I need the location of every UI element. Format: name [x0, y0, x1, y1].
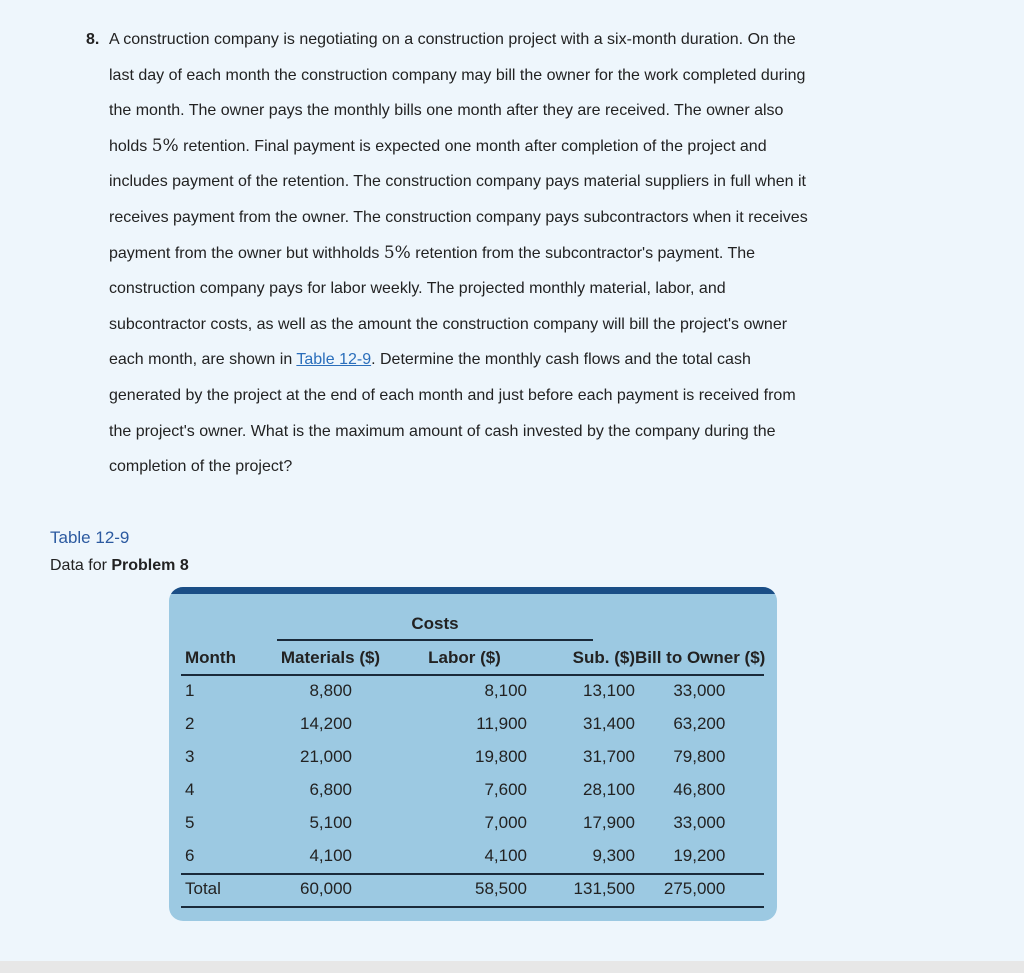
cell-labor: 7,000 — [484, 812, 527, 832]
divider — [181, 906, 764, 908]
costs-group-header: Costs — [411, 614, 459, 633]
cell-month: 2 — [185, 713, 195, 733]
table-row — [181, 674, 765, 707]
cell-sub: 31,400 — [583, 713, 635, 733]
cell-labor: 19,800 — [475, 746, 527, 766]
cell-total-label: Total — [185, 878, 221, 898]
cell-month: 5 — [185, 812, 195, 832]
cell-sub: 17,900 — [583, 812, 635, 832]
cell-sub: 13,100 — [583, 680, 635, 700]
percent-value: 5% — [151, 135, 179, 156]
table-title: Table 12-9 — [50, 528, 130, 547]
line: construction company pays for labor weekly. The projected monthly material, labor, and — [109, 280, 726, 298]
data-table-card — [169, 587, 777, 921]
cell-total-materials: 60,000 — [300, 878, 352, 898]
line: receives payment from the owner. The construction company pays subcontractors when it receives — [109, 208, 808, 226]
table-link[interactable]: Table 12-9 — [296, 351, 372, 369]
table-top-bar — [169, 587, 777, 594]
cell-materials: 21,000 — [300, 746, 352, 766]
cell-bill: 63,200 — [673, 713, 726, 733]
cell-materials: 5,100 — [309, 812, 352, 832]
cell-materials: 14,200 — [300, 713, 352, 733]
cell-labor: 4,100 — [484, 845, 527, 865]
cell-bill: 79,800 — [673, 746, 726, 766]
col-header-bill: Bill to Owner ($) — [635, 648, 766, 667]
col-header-month: Month — [185, 648, 236, 667]
footer-bar — [0, 961, 1024, 973]
line: each month, are shown in Table 12-9. Determine the monthly cash flows and the total cash — [109, 351, 751, 369]
line: completion of the project? — [109, 458, 293, 476]
table-total-row — [181, 872, 765, 905]
divider — [277, 639, 593, 641]
col-header-materials: Materials ($) — [280, 648, 381, 667]
cell-materials: 8,800 — [309, 680, 352, 700]
cell-bill: 33,000 — [673, 680, 726, 700]
line: A construction company is negotiating on a construction project with a six-month duration. On the — [109, 31, 796, 48]
problem-number: 8. — [86, 31, 100, 48]
col-header-labor: Labor ($) — [428, 648, 501, 667]
line: includes payment of the retention. The construction company pays material suppliers in full when it — [109, 173, 806, 191]
cell-bill: 46,800 — [673, 779, 726, 799]
cell-materials: 6,800 — [309, 779, 352, 799]
cell-sub: 28,100 — [583, 779, 635, 799]
cell-total-bill: 275,000 — [663, 878, 726, 898]
line: generated by the project at the end of each month and just before each payment is received from — [109, 386, 796, 404]
table-caption: Data for Problem 8 — [50, 557, 189, 574]
cell-month: 1 — [185, 680, 195, 700]
cell-materials: 4,100 — [309, 845, 352, 865]
cell-labor: 11,900 — [476, 713, 527, 733]
line: payment from the owner but withholds 5% retention from the subcontractor's payment. The — [109, 242, 756, 263]
col-header-sub: Sub. ($) — [572, 648, 635, 667]
problem-text — [109, 22, 896, 485]
table-row — [181, 707, 765, 740]
table-row — [181, 740, 765, 773]
line: the project's owner. What is the maximum amount of cash invested by the company during the — [109, 422, 776, 440]
problem-statement — [86, 22, 896, 485]
table-header-row — [181, 642, 765, 674]
cell-bill: 19,200 — [673, 845, 726, 865]
line: holds 5% retention. Final payment is expected one month after completion of the project and — [109, 135, 767, 156]
cell-month: 6 — [185, 845, 195, 865]
cell-total-labor: 58,500 — [475, 878, 527, 898]
cell-total-sub: 131,500 — [573, 878, 635, 898]
cell-labor: 7,600 — [484, 779, 527, 799]
cell-sub: 9,300 — [592, 845, 635, 865]
line: the month. The owner pays the monthly bills one month after they are received. The owner also — [109, 102, 784, 120]
cell-bill: 33,000 — [673, 812, 726, 832]
percent-value: 5% — [383, 242, 411, 263]
cell-month: 4 — [185, 779, 195, 799]
table-row — [181, 806, 765, 839]
cell-labor: 8,100 — [484, 680, 527, 700]
table-row — [181, 839, 765, 872]
cell-month: 3 — [185, 746, 195, 766]
data-table — [181, 642, 765, 905]
line: subcontractor costs, as well as the amount the construction company will bill the project's owner — [109, 315, 788, 333]
line: last day of each month the construction company may bill the owner for the work completed during — [109, 66, 806, 84]
cell-sub: 31,700 — [583, 746, 635, 766]
table-row — [181, 773, 765, 806]
